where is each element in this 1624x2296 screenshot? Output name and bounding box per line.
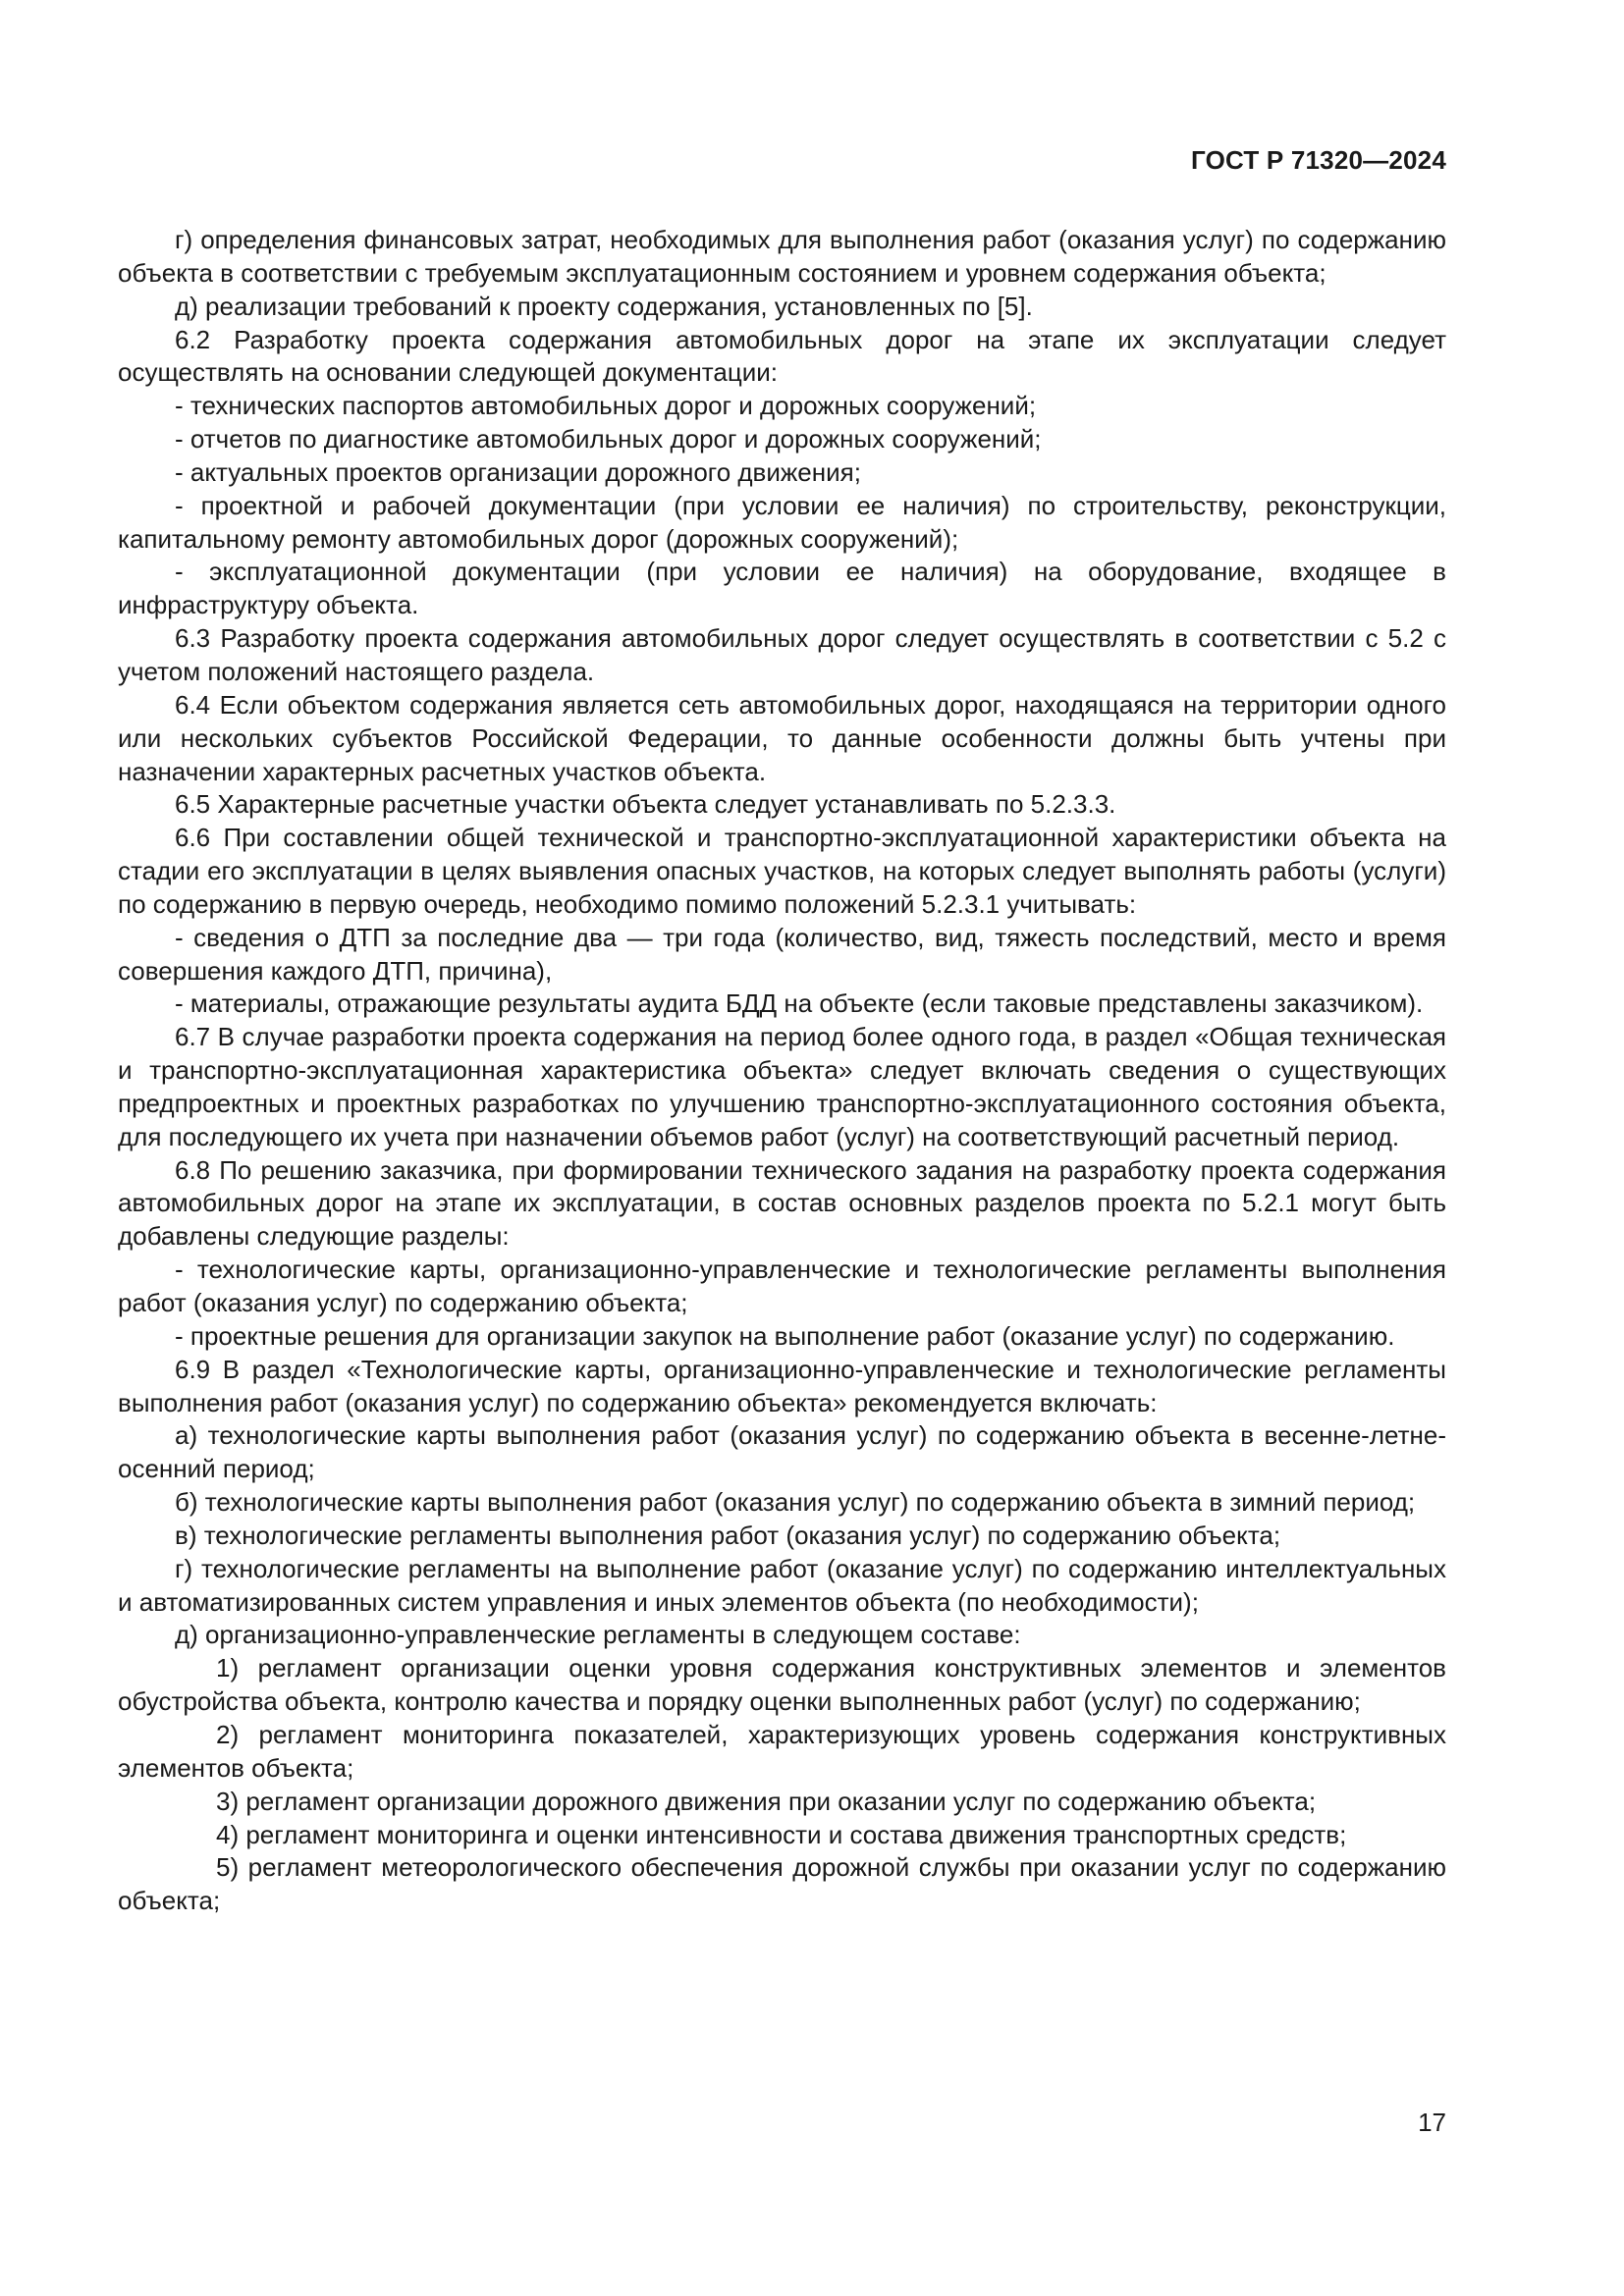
paragraph: 1) регламент организации оценки уровня содержания конструктивных элементов и элементов обустройства объекта, контролю качества и порядку оценки выполненных работ (услуг) по содержанию;	[118, 1653, 1446, 1717]
paragraph: - сведения о ДТП за последние два — три года (количество, вид, тяжесть последствий, место и время совершения каждого ДТП, причина),	[118, 922, 1446, 986]
paragraph: д) организационно-управленческие регламенты в следующем составе:	[175, 1620, 1021, 1650]
paragraph: 6.3 Разработку проекта содержания автомобильных дорог следует осуществлять в соответствии с 5.2 с учетом положений настоящего раздела.	[118, 623, 1446, 686]
paragraph: г) определения финансовых затрат, необходимых для выполнения работ (оказания услуг) по содержанию объекта в соответствии с требуемым эксплуатационным состоянием и уровнем содержания объекта;	[118, 225, 1446, 288]
paragraph: - отчетов по диагностике автомобильных дорог и дорожных сооружений;	[175, 424, 1042, 454]
paragraph: - технических паспортов автомобильных дорог и дорожных сооружений;	[175, 391, 1037, 421]
paragraph: - актуальных проектов организации дорожного движения;	[175, 456, 861, 487]
paragraph: 6.7 В случае разработки проекта содержания на период более одного года, в раздел «Общая техническая и транспортно-эксплуатационная характеристика объекта» следует включать сведения о существующих предпроектных и проектных разработках по улучшению транспортно-эксплуатационного состояния объекта, для последующего их учета при назначении объемов работ (услуг) на соответствующий расчетный период.	[118, 1022, 1446, 1151]
paragraph: 6.4 Если объектом содержания является сеть автомобильных дорог, находящаяся на территории одного или нескольких субъектов Российской Федерации, то данные особенности должны быть учтены при назначении характерных расчетных участков объекта.	[118, 689, 1446, 786]
paragraph: 2) регламент мониторинга показателей, характеризующих уровень содержания конструктивных элементов объекта;	[118, 1719, 1446, 1783]
paragraph: д) реализации требований к проекту содержания, установленных по [5].	[175, 291, 1033, 321]
paragraph: 6.5 Характерные расчетные участки объекта следует устанавливать по 5.2.3.3.	[175, 789, 1116, 820]
paragraph: 5) регламент метеорологического обеспечения дорожной службы при оказании услуг по содержанию объекта;	[118, 1852, 1446, 1916]
paragraph: 6.6 При составлении общей технической и транспортно-эксплуатационной характеристики объекта на стадии его эксплуатации в целях выявления опасных участков, на которых следует выполнять работы (услуги) по содержанию в первую очередь, необходимо помимо положений 5.2.3.1 учитывать:	[118, 823, 1446, 919]
paragraph: - эксплуатационной документации (при условии ее наличия) на оборудование, входящее в инфраструктуру объекта.	[118, 557, 1446, 620]
page-number: 17	[1418, 2108, 1446, 2137]
paragraph: в) технологические регламенты выполнения работ (оказания услуг) по содержанию объекта;	[175, 1520, 1281, 1550]
paragraph: г) технологические регламенты на выполнение работ (оказание услуг) по содержанию интеллектуальных и автоматизированных систем управления и иных элементов объекта (по необходимости);	[118, 1553, 1446, 1617]
paragraph: 6.8 По решению заказчика, при формировании технического задания на разработку проекта содержания автомобильных дорог на этапе их эксплуатации, в состав основных разделов проекта по 5.2.1 могут быть добавлены следующие разделы:	[118, 1154, 1446, 1252]
paragraph: 3) регламент организации дорожного движения при оказании услуг по содержанию объекта;	[216, 1786, 1317, 1816]
paragraph: - технологические карты, организационно-управленческие и технологические регламенты выполнения работ (оказания услуг) по содержанию объекта;	[118, 1255, 1446, 1317]
document-header: ГОСТ Р 71320—2024	[1191, 145, 1446, 175]
paragraph: 6.9 В раздел «Технологические карты, организационно-управленческие и технологические регламенты выполнения работ (оказания услуг) по содержанию объекта» рекомендуется включать:	[118, 1354, 1446, 1417]
paragraph: б) технологические карты выполнения работ (оказания услуг) по содержанию объекта в зимний период;	[175, 1487, 1416, 1518]
paragraph: - проектные решения для организации закупок на выполнение работ (оказание услуг) по содержанию.	[175, 1320, 1395, 1351]
paragraph: 6.2 Разработку проекта содержания автомобильных дорог на этапе их эксплуатации следует осуществлять на основании следующей документации:	[118, 324, 1446, 388]
paragraph: 4) регламент мониторинга и оценки интенсивности и состава движения транспортных средств;	[216, 1819, 1347, 1849]
paragraph: - материалы, отражающие результаты аудита БДД на объекте (если таковые представлены заказчиком).	[175, 988, 1424, 1019]
paragraph: а) технологические карты выполнения работ (оказания услуг) по содержанию объекта в весенне-летне-осенний период;	[118, 1420, 1446, 1484]
document-body	[118, 224, 1446, 1918]
paragraph: - проектной и рабочей документации (при условии ее наличия) по строительству, реконструкции, капитальному ремонту автомобильных дорог (дорожных сооружений);	[118, 490, 1446, 554]
